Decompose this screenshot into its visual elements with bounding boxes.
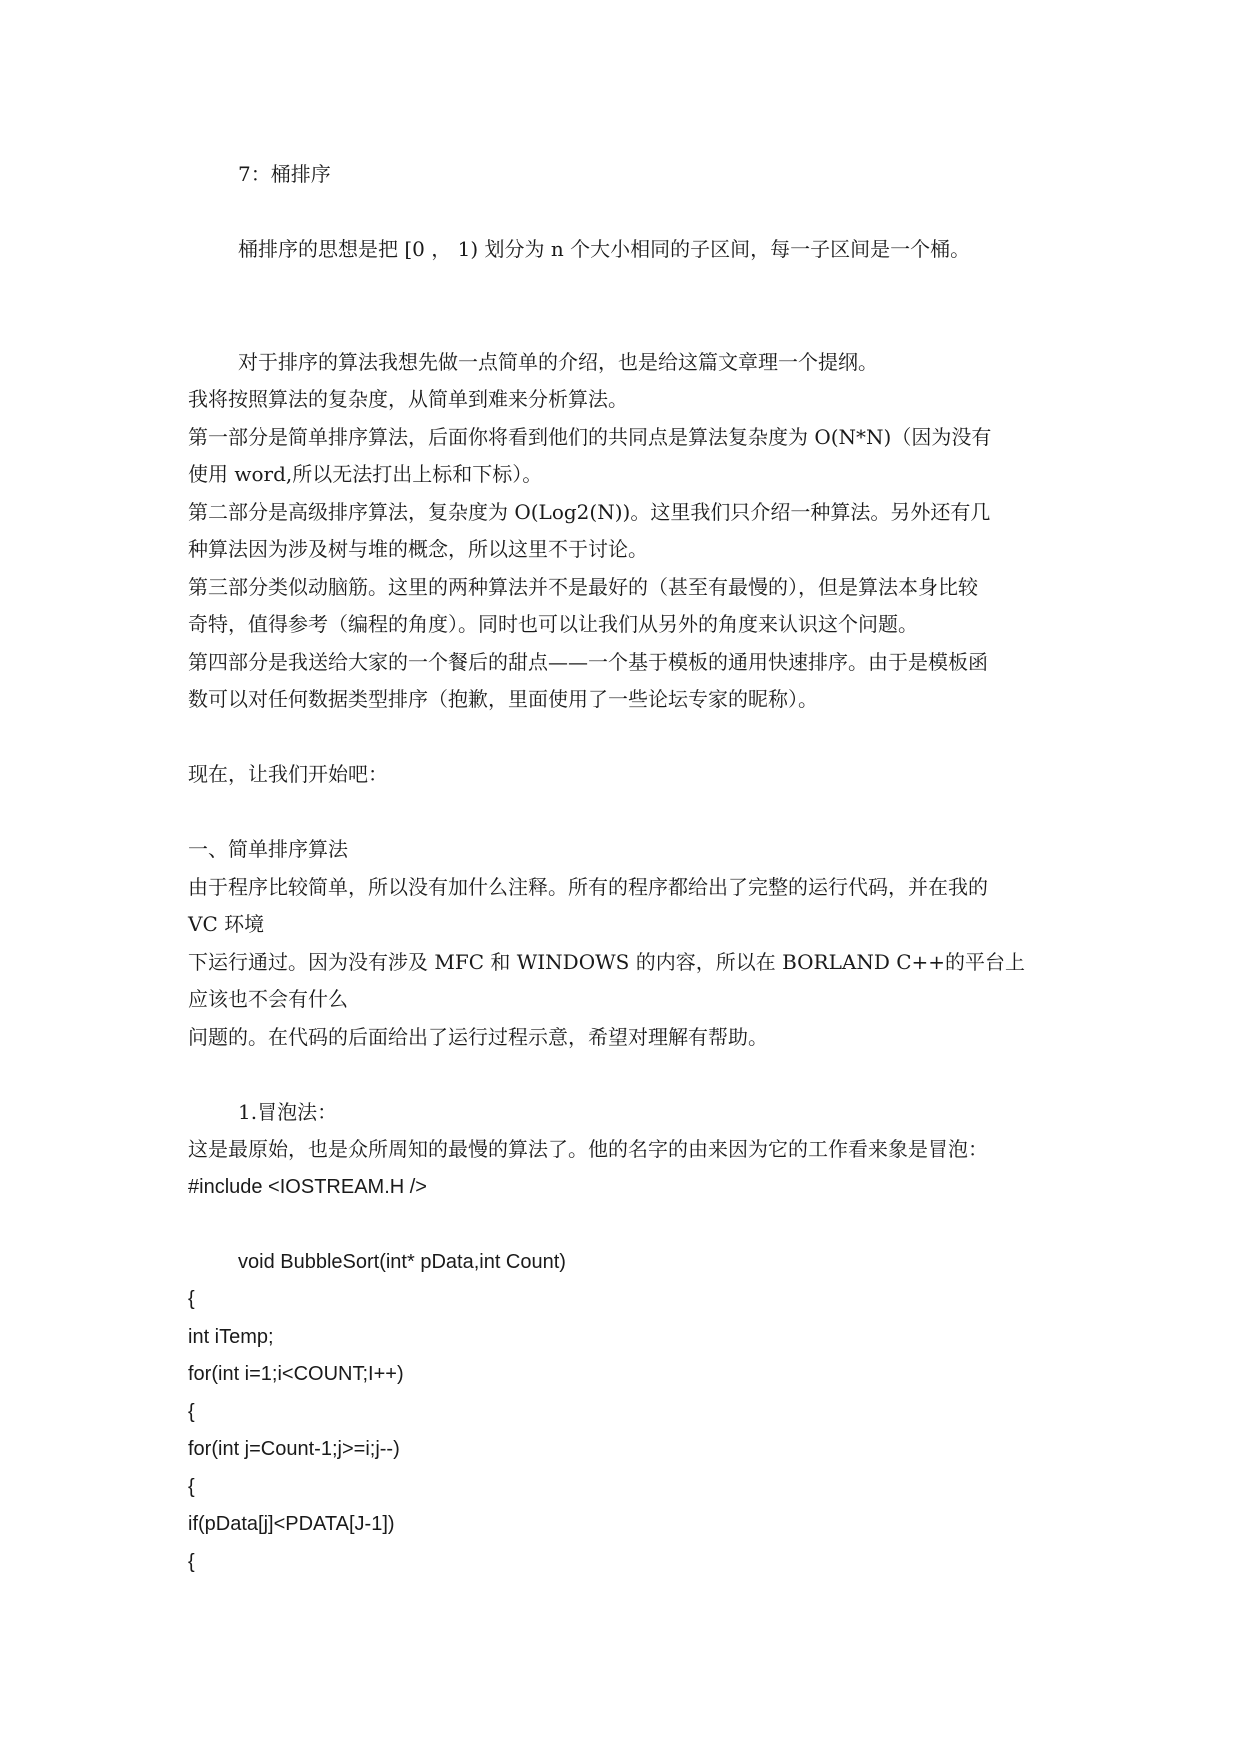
paragraph-line: VC 环境 [188,912,265,936]
code-line: #include <IOSTREAM.H /> [188,1176,427,1198]
paragraph-line: 这是最原始，也是众所周知的最慢的算法了。他的名字的由来因为它的工作看来象是冒泡： [188,1137,988,1161]
code-line: { [188,1401,195,1423]
code-line: int iTemp; [188,1326,274,1348]
code-line: void BubbleSort(int* pData,int Count) [238,1251,566,1273]
paragraph-line: 应该也不会有什么 [188,987,348,1011]
paragraph-line: 第三部分类似动脑筋。这里的两种算法并不是最好的（甚至有最慢的），但是算法本身比较 [188,575,978,599]
section-heading-bubble-sort: 1.冒泡法： [238,1100,338,1124]
paragraph-line: 使用 word,所以无法打出上标和下标）。 [188,462,543,486]
paragraph-line: 奇特，值得参考（编程的角度）。同时也可以让我们从另外的角度来认识这个问题。 [188,612,918,636]
paragraph-line: 对于排序的算法我想先做一点简单的介绍，也是给这篇文章理一个提纲。 [238,350,878,374]
paragraph-line: 第一部分是简单排序算法，后面你将看到他们的共同点是算法复杂度为 O(N*N)（因为没有 [188,425,992,449]
code-line: { [188,1476,195,1498]
code-line: for(int i=1;i<COUNT;I++) [188,1363,404,1385]
paragraph-line: 数可以对任何数据类型排序（抱歉，里面使用了一些论坛专家的昵称）。 [188,687,818,711]
section-heading-simple-sort: 一、简单排序算法 [188,837,348,861]
paragraph-line: 第四部分是我送给大家的一个餐后的甜点——一个基于模板的通用快速排序。由于是模板函 [188,650,988,674]
paragraph-line: 下运行通过。因为没有涉及 MFC 和 WINDOWS 的内容，所以在 BORLAND C++的平台上 [188,950,1026,974]
code-line: { [188,1288,195,1310]
paragraph-line: 由于程序比较简单，所以没有加什么注释。所有的程序都给出了完整的运行代码，并在我的 [188,875,988,899]
paragraph-line: 问题的。在代码的后面给出了运行过程示意，希望对理解有帮助。 [188,1025,768,1049]
paragraph-line: 现在，让我们开始吧： [188,762,388,786]
paragraph-line: 桶排序的思想是把 [0 ， 1) 划分为 n 个大小相同的子区间，每一子区间是一个桶。 [238,237,971,261]
code-line: { [188,1551,195,1573]
section-heading-bucket-sort: 7：桶排序 [238,162,331,186]
code-line: for(int j=Count-1;j>=i;j--) [188,1438,400,1460]
code-line: if(pData[j]<PDATA[J-1]) [188,1513,395,1535]
paragraph-line: 第二部分是高级排序算法，复杂度为 O(Log2(N))。这里我们只介绍一种算法。另外还有几 [188,500,991,524]
paragraph-line: 种算法因为涉及树与堆的概念，所以这里不于讨论。 [188,537,648,561]
paragraph-line: 我将按照算法的复杂度，从简单到难来分析算法。 [188,387,628,411]
